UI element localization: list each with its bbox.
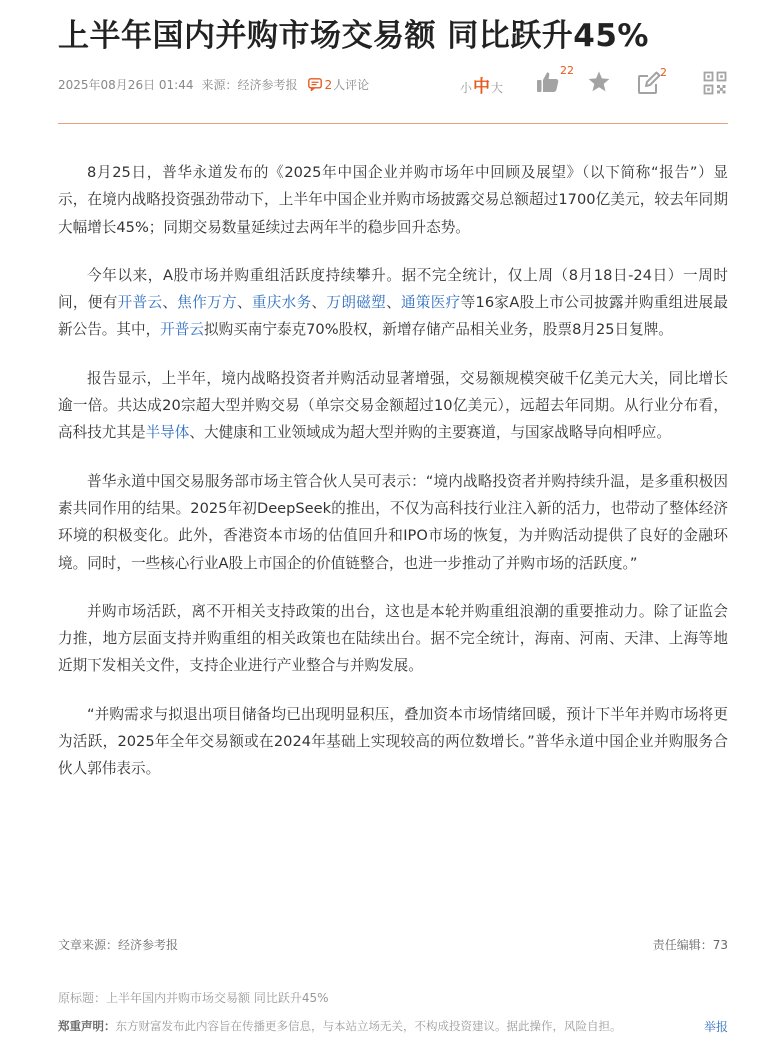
article-source: 来源：经济参考报 [201,78,298,92]
qrcode-button[interactable] [703,71,727,95]
font-size-switcher [460,72,503,97]
stock-link[interactable]: 重庆水务 [251,294,312,312]
like-button[interactable] [536,64,574,94]
paragraph-text: 拟购买南宁泰克70%股权，新增存储产品相关业务，股票8月25日复牌。 [203,321,673,339]
font-large-button[interactable]: 大 [491,81,504,95]
paragraph-text: 、 [386,294,401,312]
disclaimer-label: 郑重声明： [58,1019,116,1033]
paragraph-text: “并购需求与拟退出项目储备均已出现明显积压，叠加资本市场情绪回暖，预计下半年并购市场将更为活跃，2025年全年交易额或在2024年基础上实现较高的两位数增长。”普华永道中国企业并购服务合伙人郭伟表示。 [58,705,728,778]
comment-icon [308,78,322,91]
article-body [58,159,728,804]
font-small-button[interactable]: 小 [460,81,473,95]
edit-icon [637,71,661,95]
title-divider [58,123,728,124]
font-medium-button[interactable]: 中 [473,77,491,97]
article-meta [58,76,369,93]
stock-link[interactable]: 半导体 [145,424,190,442]
star-icon [587,70,611,94]
comment-write-button[interactable] [637,66,667,95]
article-paragraph [58,701,728,783]
stock-link[interactable]: 开普云 [160,321,204,339]
paragraph-text: 等16家A股上市公司披露并购重组进展最新公告。其中， [58,294,728,339]
favorite-button[interactable] [587,70,611,94]
article-paragraph [58,159,728,241]
original-title: 原标题：上半年国内并购市场交易额 同比跃升45% [58,991,329,1005]
article-paragraph [58,598,728,680]
article-paragraph [58,365,728,447]
thumbs-up-icon [536,70,560,94]
qr-code-icon [703,71,727,95]
article-source-footer: 文章来源：经济参考报 [58,938,179,952]
paragraph-text: 8月25日，普华永道发布的《2025年中国企业并购市场年中回顾及展望》（以下简称“报告”）显示，在境内战略投资强劲带动下，上半年中国企业并购市场披露交易总额超过1700亿美元，较去年同期大幅增长45%；同期交易数量延续过去两年半的稳步回升态势。 [58,164,728,236]
comment-label: 人评论 [333,78,370,92]
responsible-editor: 责任编辑：73 [652,938,728,952]
disclaimer-row [58,1018,728,1035]
like-count: 22 [560,64,574,77]
paragraph-text: 、 [236,294,252,312]
stock-link[interactable]: 万朗磁塑 [326,294,387,312]
disclaimer-text: 东方财富发布此内容旨在传播更多信息，与本站立场无关，不构成投资建议。据此操作，风险自担。 [115,1019,622,1033]
paragraph-text: 并购市场活跃，离不开相关支持政策的出台，这也是本轮并购重组浪潮的重要推动力。除了证监会力推，地方层面支持并购重组的相关政策也在陆续出台。据不完全统计，海南、河南、天津、上海等地近期下发相关文件，支持企业进行产业整合与并购发展。 [58,602,728,675]
stock-link[interactable]: 焦作万方 [177,294,237,312]
paragraph-text: 今年以来，A股市场并购重组活跃度持续攀升。据不完全统计，仅上周（8月18日-24日）一周时间，便有 [58,266,728,312]
article-footer [58,936,728,953]
paragraph-text: 普华永道中国交易服务部市场主管合伙人吴可表示：“境内战略投资者并购持续升温，是多重积极因素共同作用的结果。2025年初DeepSeek的推出，不仅为高科技行业注入新的活力，也带动了整体经济环境的积极变化。此外，香港资本市场的估值回升和IPO市场的恢复，为并购活动提供了良好的金融环境。同时，一些核心行业A股上市国企的价值链整合，也进一步推动了并购市场的活跃度。” [58,472,728,572]
paragraph-text: 、大健康和工业领域成为超大型并购的主要赛道，与国家战略导向相呼应。 [189,424,671,442]
article-paragraph [58,262,728,344]
article-title: 上半年国内并购市场交易额 同比跃升45% [58,18,649,54]
article-paragraph [58,468,728,577]
comment-link[interactable] [308,76,370,93]
paragraph-text: 、 [311,294,327,312]
comment-write-count: 2 [660,66,667,79]
stock-link[interactable]: 开普云 [117,294,163,312]
stock-link[interactable]: 通策医疗 [400,294,461,312]
paragraph-text: 报告显示，上半年，境内战略投资者并购活动显著增强，交易额规模突破千亿美元大关，同比增长逾一倍。共达成20宗超大型并购交易（单宗交易金额超过10亿美元），远超去年同期。从行业分布看，高科技尤其是 [58,369,728,442]
report-link[interactable]: 举报 [703,1020,728,1034]
comment-count: 2 [324,77,333,92]
paragraph-text: 、 [162,294,178,312]
publish-datetime: 2025年08月26日 01:44 [58,78,194,92]
